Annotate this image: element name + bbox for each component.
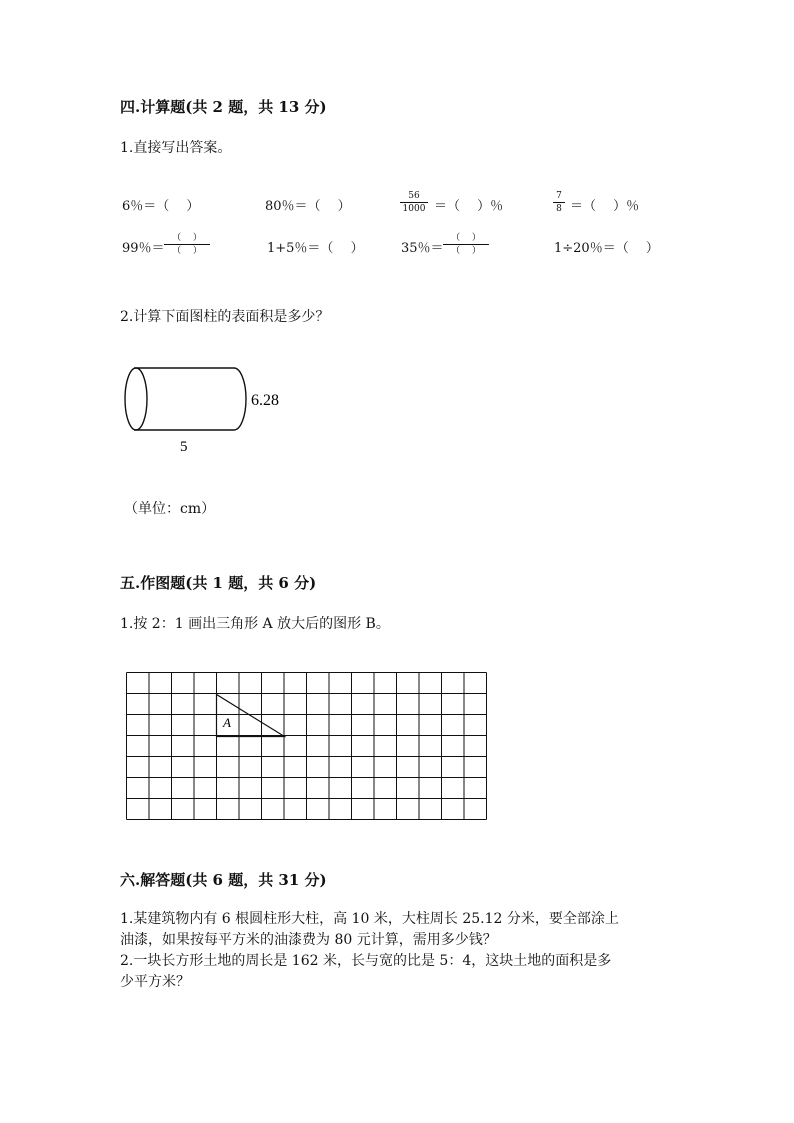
- length-label: 5: [180, 439, 188, 455]
- calc-r2-c-lead: 35％＝: [401, 241, 444, 256]
- calc-r1-d-fraction: [553, 191, 565, 214]
- calc-r2-c-fraction: [443, 233, 489, 256]
- cylinder-left-face: [125, 368, 147, 430]
- calc-r2-a-lead: 99％＝: [122, 241, 165, 256]
- fraction-denominator: （ ）: [172, 246, 202, 256]
- calc-r2-d: 1÷20％＝（ ）: [554, 241, 659, 256]
- fraction-numerator: （ ）: [172, 233, 202, 243]
- q6-1-line1: 1.某建筑物内有 6 根圆柱形大柱，高 10 米，大柱周长 25.12 分米，要全部涂上: [120, 911, 619, 927]
- drawing-grid[interactable]: [126, 672, 490, 824]
- calc-r1-b: 80％＝（ ）: [265, 199, 351, 214]
- calc-r1-c-fraction: [400, 191, 428, 214]
- calc-r1-a: 6％＝（ ）: [122, 199, 200, 214]
- circumference-label: 6.28: [251, 392, 279, 409]
- calc-r2-b: 1+5％＝（ ）: [267, 241, 364, 256]
- cylinder-figure: [118, 360, 298, 460]
- fraction-denominator: （ ）: [451, 246, 481, 256]
- fraction-numerator: 7: [556, 191, 562, 201]
- q6-1-line2: 油漆，如果按每平方米的油漆费为 80 元计算，需用多少钱？: [120, 932, 497, 948]
- q4-1-prompt: 1.直接写出答案。: [120, 140, 232, 156]
- calc-r2-a-fraction: [164, 233, 210, 256]
- q5-1-prompt: 1.按 2：1 画出三角形 A 放大后的图形 B。: [120, 616, 390, 632]
- fraction-numerator: （ ）: [451, 233, 481, 243]
- triangle-a-label: A: [223, 715, 231, 730]
- q4-2-prompt: 2.计算下面图柱的表面积是多少？: [120, 309, 330, 325]
- unit-note: （单位：cm）: [124, 501, 216, 517]
- fraction-denominator: 8: [556, 204, 562, 214]
- section-4-title: 四.计算题(共 2 题，共 13 分): [120, 98, 327, 116]
- calc-r1-d-answer: ＝（ ）％: [570, 199, 640, 214]
- calc-r1-c-answer: ＝（ ）％: [434, 199, 504, 214]
- fraction-numerator: 56: [408, 191, 420, 201]
- section-5-title: 五.作图题(共 1 题，共 6 分): [120, 574, 317, 592]
- section-6-title: 六.解答题(共 6 题，共 31 分): [120, 871, 327, 889]
- cylinder-body: [134, 368, 246, 430]
- q6-2-line2: 少平方米？: [120, 974, 190, 990]
- q6-2-line1: 2.一块长方形土地的周长是 162 米，长与宽的比是 5：4，这块土地的面积是多: [120, 953, 612, 969]
- fraction-denominator: 1000: [402, 204, 426, 214]
